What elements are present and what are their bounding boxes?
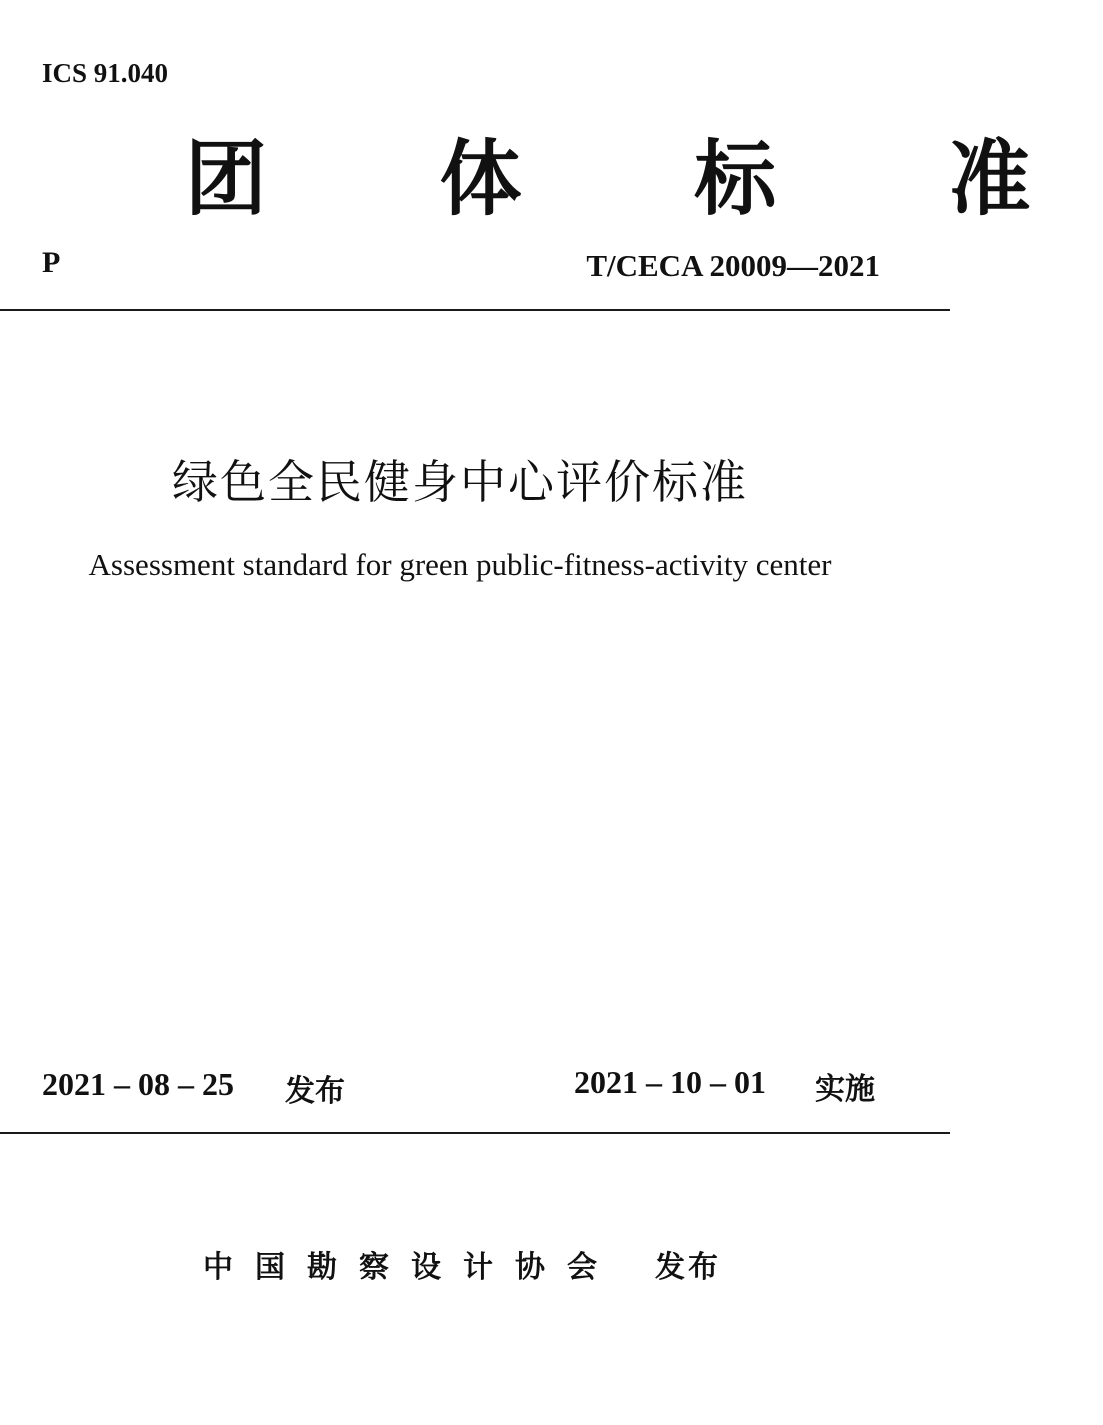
- implementation-date: 2021 – 10 – 01: [574, 1064, 766, 1100]
- ics-code: ICS 91.040: [42, 58, 169, 88]
- standard-number: T/CECA 20009—2021: [586, 248, 880, 283]
- publish-label: 发布: [655, 1250, 721, 1285]
- issue-label: 发布: [285, 1074, 345, 1109]
- chinese-title: 绿色全民健身中心评价标准: [172, 455, 748, 509]
- issue-date: 2021 – 08 – 25: [42, 1066, 234, 1102]
- top-divider: [0, 309, 950, 311]
- bottom-divider: [0, 1132, 950, 1134]
- document-type-heading: 团 体 标 准: [185, 132, 1103, 227]
- publisher-name: 中国勘察设计协会: [203, 1250, 619, 1285]
- classification-letter: P: [42, 246, 61, 279]
- english-title: Assessment standard for green public-fitness-activity center: [88, 547, 832, 582]
- implementation-label: 实施: [815, 1072, 875, 1107]
